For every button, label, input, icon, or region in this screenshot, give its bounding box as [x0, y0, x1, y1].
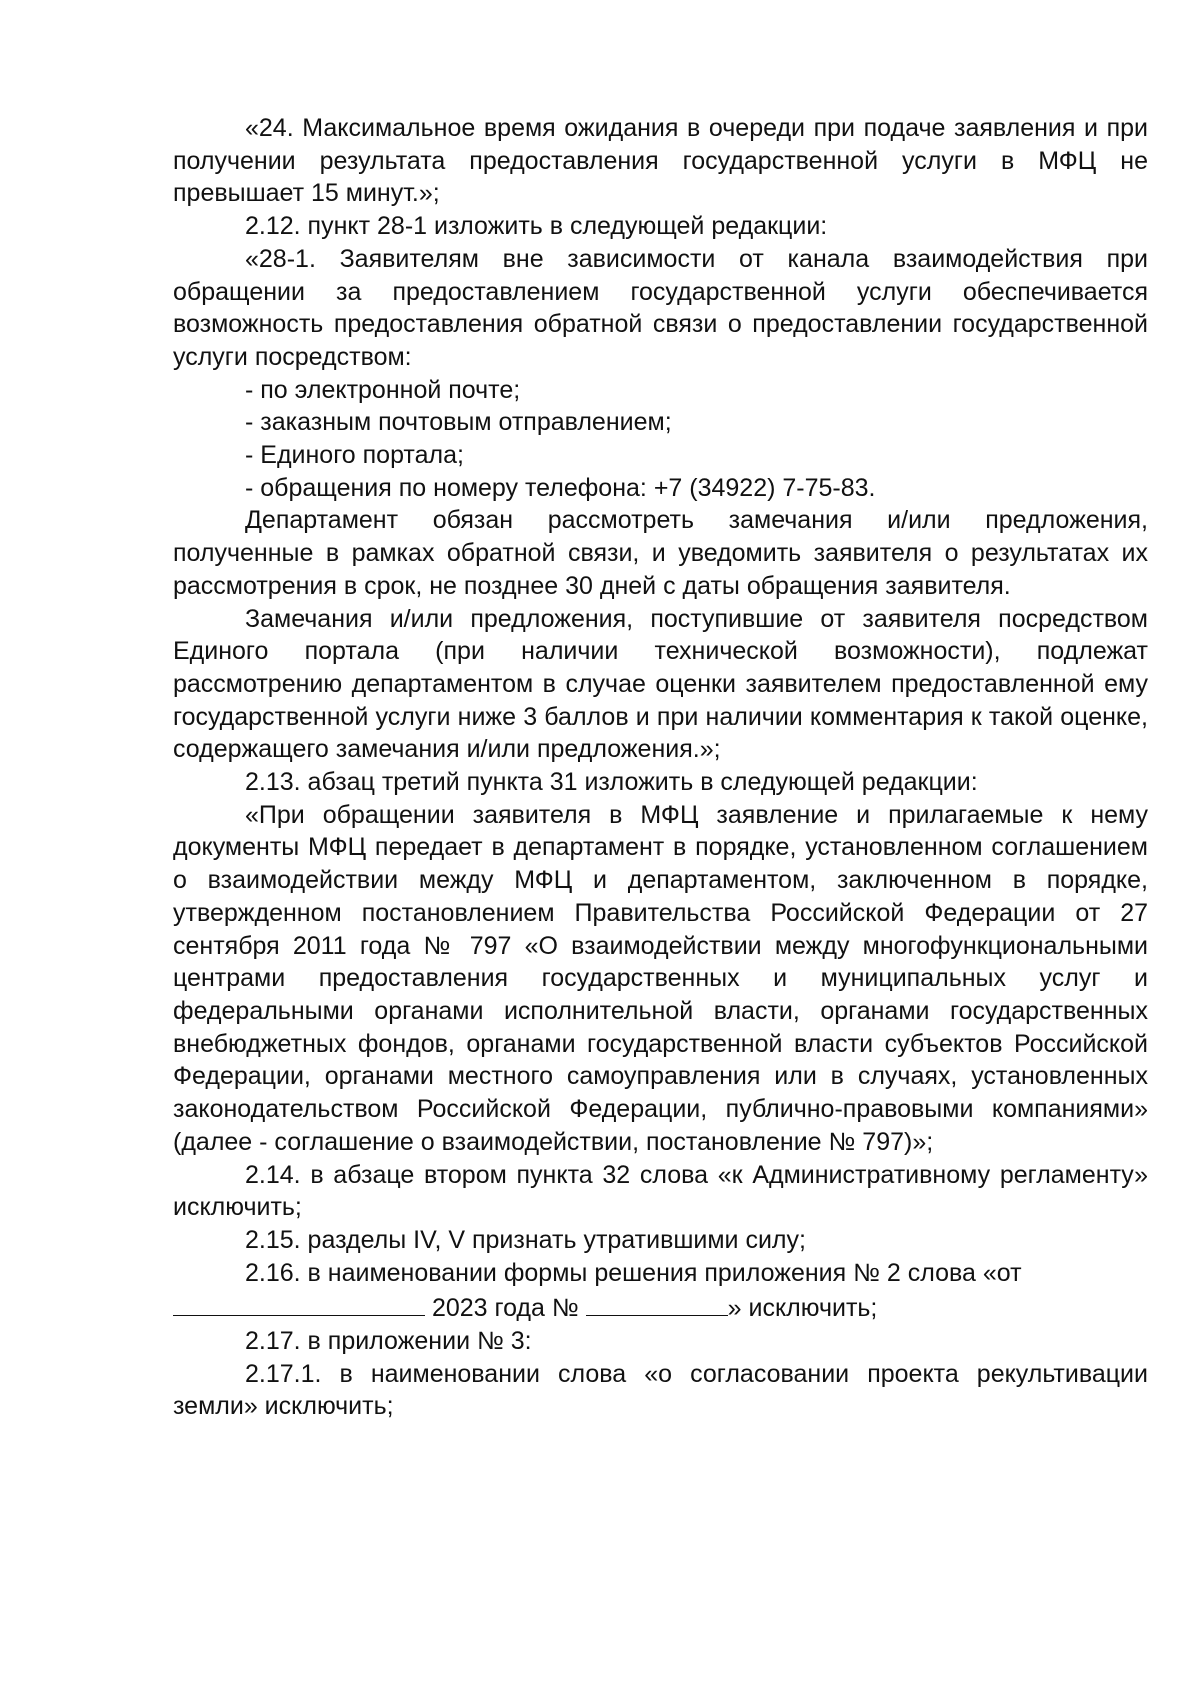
paragraph-remarks: Замечания и/или предложения, поступившие от заявителя посредством Единого портала (при наличии технической возможности), подлежат рассмотрению департаментом в случае оценки заявителем предоставленной ему государственной услуги ниже 3 баллов и при наличии комментария к такой оценке, содержащего замечания и/или предложения.»; [173, 604, 1148, 764]
document-page [173, 112, 1148, 1423]
paragraph-2-14: 2.14. в абзаце втором пункта 32 слова «к Административному регламенту» исключить; [173, 1160, 1148, 1222]
blank-date-line [173, 1289, 425, 1316]
list-item-phone: - обращения по номеру телефона: +7 (34922) 7-75-83. [245, 473, 876, 502]
paragraph-department: Департамент обязан рассмотреть замечания и/или предложения, полученные в рамках обратной связи, и уведомить заявителя о результатах их рассмотрения в срок, не позднее 30 дней с даты обращения заявителя. [173, 506, 1148, 600]
list-item-email: - по электронной почте; [245, 375, 521, 404]
list-item-portal: - Единого портала; [245, 441, 464, 470]
paragraph-mfc: «При обращении заявителя в МФЦ заявление и прилагаемые к нему документы МФЦ передает в департамент в порядке, установленном соглашением о взаимодействии между МФЦ и департаментом, заключенном в порядке, утвержденном постановлением Правительства Российской Федерации от 27 сентября 2011 года № 797 «О взаимодействии между многофункциональными центрами предоставления государственных и муниципальных услуг и федеральными органами исполнительной власти, органами государственных внебюджетных фондов, органами государственной власти субъектов Российской Федерации, органами местного самоуправления или в случаях, установленных законодательством Российской Федерации, публично-правовыми компаниями» (далее - соглашение о взаимодействии, постановление № 797)»; [173, 800, 1148, 1156]
list-item-post: - заказным почтовым отправлением; [245, 408, 672, 437]
paragraph-2-17-1: 2.17.1. в наименовании слова «о согласовании проекта рекультивации земли» исключить; [173, 1359, 1148, 1421]
paragraph-2-12: 2.12. пункт 28-1 изложить в следующей редакции: [245, 212, 828, 241]
paragraph-2-16-part3: » исключить; [727, 1294, 878, 1323]
paragraph-2-15: 2.15. разделы IV, V признать утратившими силу; [245, 1225, 806, 1254]
paragraph-2-13: 2.13. абзац третий пункта 31 изложить в следующей редакции: [245, 768, 978, 797]
paragraph-2-16-part2: 2023 года № [425, 1294, 586, 1323]
paragraph-24: «24. Максимальное время ожидания в очереди при подаче заявления и при получении результата предоставления государственной услуги в МФЦ не превышает 15 минут.»; [173, 114, 1148, 208]
paragraph-2-16-part1: 2.16. в наименовании формы решения приложения № 2 слова «от [245, 1258, 1022, 1287]
blank-number-line [586, 1289, 728, 1316]
paragraph-28-1: «28-1. Заявителям вне зависимости от канала взаимодействия при обращении за предоставлением государственной услуги обеспечивается возможность предоставления обратной связи о предоставлении государственной услуги посредством: [173, 244, 1148, 371]
paragraph-2-16 [173, 1257, 1148, 1325]
paragraph-2-17: 2.17. в приложении № 3: [245, 1327, 532, 1356]
